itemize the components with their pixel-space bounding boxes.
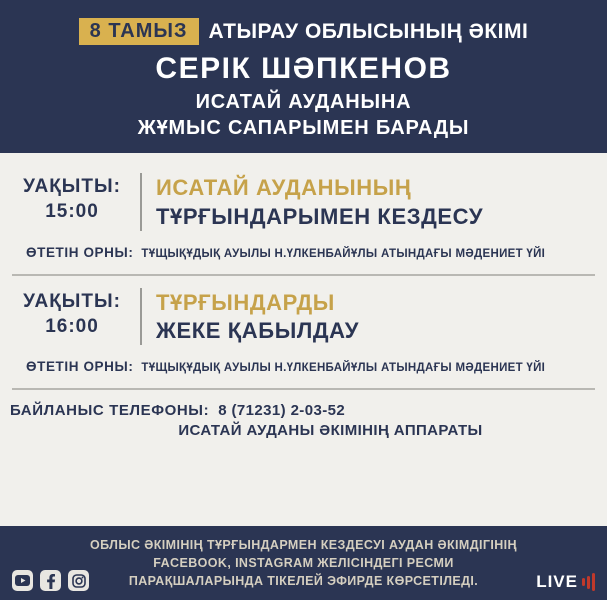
contact-phone-number[interactable]: 8 (71231) 2-03-52 (218, 402, 346, 420)
event-2-description (156, 288, 591, 345)
event-1-description (156, 173, 591, 230)
event-row-2 (16, 288, 591, 345)
contact-block (0, 396, 607, 441)
contact-phone-row (10, 402, 591, 419)
youtube-icon[interactable] (12, 570, 33, 591)
facebook-icon[interactable] (40, 570, 61, 591)
event-2-time-label: УАҚЫТЫ: (23, 290, 121, 312)
event-1-time-label: УАҚЫТЫ: (23, 176, 121, 198)
event-1-desc-line1: ИСАТАЙ АУДАНЫНЫҢ (156, 175, 412, 201)
event-2-time-column (16, 288, 142, 345)
social-icons (12, 570, 89, 591)
header-title-line1: АТЫРАУ ОБЛЫСЫНЫҢ ӘКІМІ (208, 19, 529, 43)
header-subtitle-line1: ИСАТАЙ АУДАНЫНА (195, 90, 412, 113)
footer-text-line3: ПАРАҚШАЛАРЫНДА ТІКЕЛЕЙ ЭФИРДЕ КӨРСЕТІЛЕДІ. (128, 573, 479, 588)
poster-footer (0, 526, 607, 600)
event-2-desc-line2: ЖЕКЕ ҚАБЫЛДАУ (156, 317, 360, 343)
details-panel (0, 153, 607, 525)
header-subtitle-line2: ЖҰМЫС САПАРЫМЕН БАРАДЫ (137, 116, 470, 139)
event-1-place-value: ТҰЩЫҚҰДЫҚ АУЫЛЫ Н.ҮЛКЕНБАЙҰЛЫ АТЫНДАҒЫ МӘДЕНИЕТ ҮЙІ (141, 247, 546, 260)
event-2-place-label: ӨТЕТІН ОРНЫ: (26, 359, 134, 375)
event-2-place-row (16, 345, 591, 378)
instagram-icon[interactable] (68, 570, 89, 591)
event-2-time-value: 16:00 (45, 315, 99, 337)
event-1-place-label: ӨТЕТІН ОРНЫ: (26, 244, 134, 260)
event-1-desc-line2: ТҰРҒЫНДАРЫМЕН КЕЗДЕСУ (156, 203, 484, 229)
footer-text-line1: ОБЛЫС ӘКІМІНІҢ ТҰРҒЫНДАРМЕН КЕЗДЕСУІ АУДАН ӘКІМДІГІНІҢ (89, 537, 517, 552)
event-block-2 (0, 282, 607, 378)
event-row-1 (16, 173, 591, 230)
event-block-1 (0, 167, 607, 263)
footer-text-line2: FACEBOOK, INSTAGRAM ЖЕЛІСІНДЕГІ РЕСМИ (153, 555, 454, 570)
date-badge: 8 ТАМЫЗ (79, 18, 199, 45)
section-divider-2 (12, 388, 595, 390)
event-1-time-value: 15:00 (45, 201, 99, 223)
official-name: СЕРІК ШӘПКЕНОВ (155, 52, 452, 85)
section-divider-1 (12, 274, 595, 276)
live-waves-icon (582, 573, 595, 591)
event-1-place-row (16, 231, 591, 264)
poster-header (0, 0, 607, 153)
event-2-desc-line1: ТҰРҒЫНДАРДЫ (156, 289, 335, 315)
live-badge (536, 572, 595, 592)
contact-label: БАЙЛАНЫС ТЕЛЕФОНЫ: (10, 402, 210, 420)
header-top-row (14, 18, 593, 45)
live-label: LIVE (536, 572, 578, 591)
event-2-place-value: ТҰЩЫҚҰДЫҚ АУЫЛЫ Н.ҮЛКЕНБАЙҰЛЫ АТЫНДАҒЫ МӘДЕНИЕТ ҮЙІ (141, 362, 546, 375)
event-1-time-column (16, 173, 142, 230)
contact-organization: ИСАТАЙ АУДАНЫ ӘКІМІНІҢ АППАРАТЫ (178, 422, 483, 440)
